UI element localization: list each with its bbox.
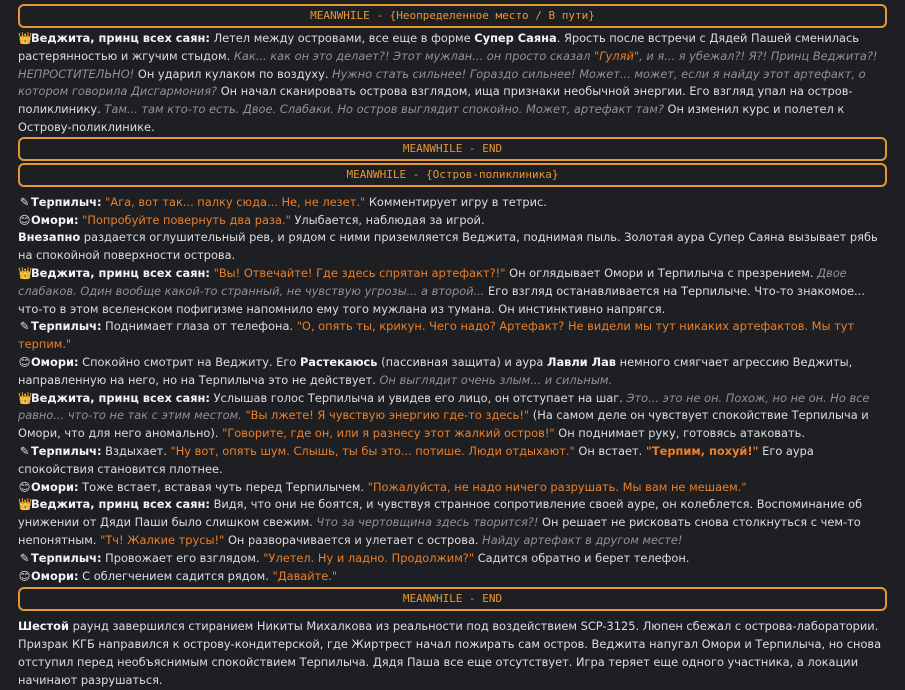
text-span: Там... там кто-то есть. Двое. Слабаки. Но остров выглядит спокойно. Может, артефакт там? <box>104 102 664 117</box>
text-span: (На самом деле он чувствует спокойствие Терпилыча и Омори, что для него аномально). <box>18 408 869 441</box>
meanwhile-banner: MEANWHILE - {Неопределенное место / В пути} <box>18 4 887 28</box>
text-span: Терпилыч: <box>31 319 102 334</box>
text-span: Внезапно <box>18 230 81 245</box>
text-span: Он начал сканировать острова взглядом, ища признаки необычной энергии. Его взгляд упал на остров-поликлинику. <box>18 84 853 117</box>
text-span: Он оглядывает Омори и Терпилыча с презрением. <box>505 265 818 280</box>
text-span: "Давайте." <box>272 568 338 583</box>
message-terpilych-4 <box>18 550 887 568</box>
text-span: Веджита, принц всех саян: <box>31 390 210 405</box>
text-span: "Попробуйте повернуть два раза." <box>82 212 291 227</box>
round-summary <box>18 618 887 689</box>
message-terpilych-3 <box>18 443 887 479</box>
text-span: Летел между островами, все еще в форме <box>209 31 475 45</box>
text-span: "Пожалуйста, не надо ничего разрушать. Мы вам не мешаем." <box>367 479 747 494</box>
text-span: Он решает не рисковать снова столкнуться с чем-то непонятным. <box>18 515 861 547</box>
text-span: "Вы лжете! Я чувствую энергию где-то здесь!" <box>241 408 530 423</box>
text-span: Терпилыч: <box>31 443 102 458</box>
text-span: Видя, что они не боятся, и чувствуя странное сопротивление своей ауре, он колеблется. Воспоминание об унижении от Дяди Паши было слишком свежим. <box>18 497 863 530</box>
crown-icon: 👑 <box>18 31 33 45</box>
text-span: Лавли Лав <box>546 354 616 369</box>
text-span: Супер Саяна <box>474 31 557 45</box>
text-span: С облегчением садится рядом. <box>78 568 273 583</box>
message-omori-1 <box>18 212 887 230</box>
text-span: Терпилыч: <box>31 194 102 209</box>
scroll-icon: ✎ <box>19 319 30 334</box>
text-span: Найду артефакт в другом месте! <box>482 532 683 547</box>
text-span: Он изменил курс и полетел к Острову-поликлинике. <box>18 102 845 134</box>
text-span: Он встает. <box>574 443 646 458</box>
text-span: Веджита, принц всех саян: <box>31 265 210 280</box>
text-span: Поднимает глаза от телефона. <box>101 319 297 334</box>
text-span: Вздыхает. <box>101 443 171 458</box>
text-span: (пассивная защита) и аура <box>377 354 547 369</box>
message-vegeta-3 <box>18 390 887 443</box>
text-span: немного смягчает агрессию Веджиты, направленную на него, но на Терпилыча это не действует. <box>18 354 853 387</box>
text-span: Шестой <box>18 619 69 634</box>
crown-icon: 👑 <box>18 497 33 512</box>
text-span: Он разворачивается и улетает с острова. <box>224 532 483 547</box>
text-span: "О, опять ты, крикун. Чего надо? Артефакт? Не видели мы тут никаких артефактов. Мы тут терпим." <box>18 319 855 352</box>
text-span: Его аура спокойствия становится плотнее. <box>18 443 814 476</box>
text-span: Он ударил кулаком по воздуху. <box>134 66 333 81</box>
text-span: Что за чертовщина здесь творится?! <box>316 515 539 530</box>
crown-icon: 👑 <box>18 390 33 405</box>
text-span: Это... это не он. Похож, но не он. Но все равно... что-то не так с этим местом. <box>18 390 870 423</box>
text-span: раздается оглушительный рев, и рядом с ними приземляется Веджита, поднимая пыль. Золотая аура Супер Саяна вызывает рябь на спокойной поверхности острова. <box>18 230 878 263</box>
message-terpilych-1 <box>18 194 887 212</box>
smiley-icon: 😊 <box>18 212 31 227</box>
text-span: Провожает его взглядом. <box>101 550 264 565</box>
narration-1 <box>18 229 887 265</box>
text-span: "Вы! Отвечайте! Где здесь спрятан артефакт?!" <box>209 265 506 280</box>
text-span: Как... как он это делает?! Этот мужлан... он просто сказал <box>233 48 594 63</box>
message-omori-4 <box>18 568 887 586</box>
message-omori-2 <box>18 354 887 390</box>
smiley-icon: 😊 <box>18 354 31 369</box>
text-span: "Тч! Жалкие трусы!" <box>100 532 225 547</box>
text-span: Омори: <box>31 568 79 583</box>
text-span: Услышав голос Терпилыча и увидев его лицо, он отступает на шаг. <box>209 390 627 405</box>
text-span: . Ярость после встречи с Дядей Пашей сменилась растерянностью и жгучим стыдом. <box>18 31 859 63</box>
text-span: Омори: <box>31 212 79 227</box>
smiley-icon: 😊 <box>18 568 31 583</box>
text-span: "Улетел. Ну и ладно. Продолжим?" <box>263 550 475 565</box>
text-span: Омори: <box>31 479 79 494</box>
text-span: раунд завершился стиранием Никиты Михалкова из реальности под воздействием SCP-3125. Люпен сбежал с острова-лаборатории. Призрак КГБ направился к острову-кондитерской, где Жиртрест начал пожирать сам остров. Веджита напугал Омори и Терпилыча, но снова отступил перед необъяснимым спокойствием Терпилыча. Дядя Паша все еще отсутствует. Игра теряет еще одного участника, а локации начинают разрушаться. <box>18 619 882 687</box>
text-span: Он выглядит очень злым... и сильным. <box>379 372 613 387</box>
text-span: Нужно стать сильнее! Гораздо сильнее! Может... может, если я найду этот артефакт, о котором говорила Дисгармония? <box>18 66 866 99</box>
text-span: Улыбается, наблюдая за игрой. <box>290 212 485 227</box>
smiley-icon: 😊 <box>18 479 31 494</box>
text-span: Его взгляд останавливается на Терпилыче. Что-то знакомое... что-то в этом вселенском пофигизме напомнило ему того мужлана из тумана. Он инстинктивно напрягся. <box>18 283 865 316</box>
text-span: Спокойно смотрит на Веджиту. Его <box>78 354 300 369</box>
crown-icon: 👑 <box>18 265 33 280</box>
text-span: "Гуляй" <box>593 48 640 63</box>
text-span: "Говорите, где он, или я разнесу этот жалкий остров!" <box>222 426 555 441</box>
scroll-icon: ✎ <box>19 443 30 458</box>
scroll-icon: ✎ <box>19 194 30 209</box>
text-span: "Ну вот, опять шум. Слышь, ты бы это... потише. Люди отдыхают." <box>170 443 575 458</box>
text-span: Он поднимает руку, готовясь атаковать. <box>554 426 805 441</box>
message-vegeta-2 <box>18 265 887 318</box>
text-span: Терпилыч: <box>31 550 102 565</box>
text-span: Веджита, принц всех саян: <box>31 497 210 512</box>
text-span: Комментирует игру в тетрис. <box>365 194 547 209</box>
text-span: Тоже встает, вставая чуть перед Терпилычем. <box>78 479 368 494</box>
message-terpilych-2 <box>18 318 887 354</box>
message-vegeta-1 <box>18 30 887 137</box>
text-span: Растекаюсь <box>299 354 378 369</box>
text-span: "Ага, вот так... палку сюда... Не, не лезет." <box>105 194 366 209</box>
scroll-icon: ✎ <box>19 550 30 565</box>
meanwhile-end-banner: MEANWHILE - END <box>18 587 887 611</box>
meanwhile-banner: MEANWHILE - {Остров-поликлиника} <box>18 163 887 187</box>
meanwhile-end-banner: MEANWHILE - END <box>18 137 887 161</box>
message-omori-3 <box>18 479 887 497</box>
text-span: "Терпим, похуй!" <box>645 443 759 458</box>
text-span: Омори: <box>31 354 79 369</box>
text-span: Веджита, принц всех саян: <box>31 31 210 45</box>
text-span: Садится обратно и берет телефон. <box>474 550 690 565</box>
text-span: Двое слабаков. Один вообще какой-то странный, не чувствую угрозы... а второй... <box>18 265 847 298</box>
text-span: , и я... я убежал?! Я?! Принц Веджита?! НЕПРОСТИТЕЛЬНО! <box>18 48 878 81</box>
message-vegeta-4 <box>18 496 887 549</box>
